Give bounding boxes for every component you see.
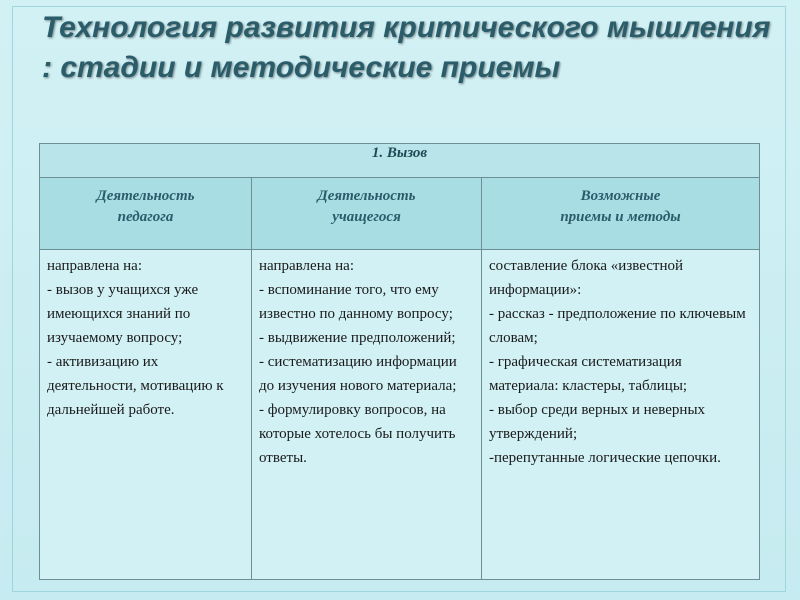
stage-row: [40, 144, 760, 178]
column-header-teacher: Деятельность педагога: [40, 178, 252, 250]
stage-header: 1. Вызов: [40, 144, 760, 178]
stages-table: [39, 143, 760, 580]
column-header-row: [40, 178, 760, 250]
table-row: [40, 250, 760, 580]
column-header-student: Деятельность учащегося: [252, 178, 482, 250]
slide-title: Технология развития критического мышления : стадии и методические приемы: [42, 11, 771, 84]
column-header-methods: Возможные приемы и методы: [482, 178, 760, 250]
cell-student-activity: направлена на: - вспоминание того, что ему известно по данному вопросу; - выдвижение предположений; - систематизацию информации до изучения нового материала; - формулировку вопросов, на которые хотелось бы получить ответы.: [252, 250, 482, 580]
cell-methods: составление блока «известной информации»: - рассказ - предположение по ключевым словам; - графическая систематизация материала: кластеры, таблицы; - выбор среди верных и неверных утверждений; -перепутанные логические цепочки.: [482, 250, 760, 580]
cell-teacher-activity: направлена на: - вызов у учащихся уже имеющихся знаний по изучаемому вопросу; - активизацию их деятельности, мотивацию к дальнейшей работе.: [40, 250, 252, 580]
